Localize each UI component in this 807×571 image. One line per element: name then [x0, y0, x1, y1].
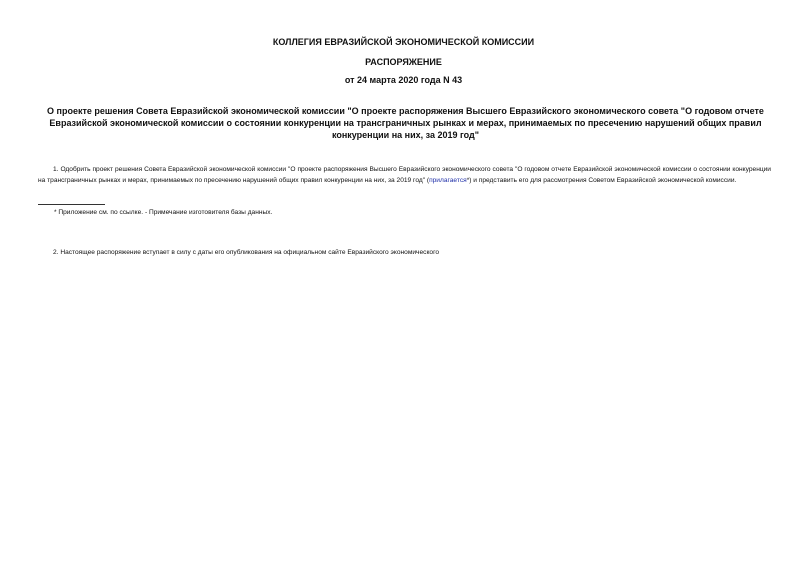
- paragraph-2: 2. Настоящее распоряжение вступает в силу с даты его опубликования на официальном сайте Евразийского экономического: [53, 249, 440, 256]
- paragraph-1-text-start: 1. Одобрить проект решения Совета Евразийской экономической комиссии "О проекте распоряжения Высшего Евразийского экономического совета "О годовом отчете Евразийской экономической комиссии о состоянии конкуренции на трансграничных рынках и мерах, принимаемых по пресечению нарушений общих правил конкуренции на них, за 2019 год" (: [38, 166, 771, 184]
- paragraph-1: [38, 165, 771, 186]
- footnote-text: * Приложение см. по ссылке. - Примечание изготовителя базы данных.: [54, 209, 273, 216]
- document-date-number: от 24 марта 2020 года N 43: [344, 75, 463, 85]
- organization-heading: КОЛЛЕГИЯ ЕВРАЗИЙСКОЙ ЭКОНОМИЧЕСКОЙ КОМИССИИ: [272, 37, 535, 47]
- paragraph-1-text-end: *) и представить его для рассмотрения Советом Евразийской экономической комиссии.: [466, 176, 737, 184]
- appendix-link[interactable]: прилагается: [429, 176, 467, 184]
- document-title: О проекте решения Совета Евразийской экономической комиссии "О проекте распоряжения Высшего Евразийского экономического совета "О годовом отчете Евразийской экономической комиссии о состоянии конкуренции на трансграничных рынках и мерах, принимаемых по пресечению нарушений общих правил конкуренции на них, за 2019 год": [47, 106, 764, 140]
- document-type: РАСПОРЯЖЕНИЕ: [365, 57, 442, 67]
- footnote-divider: [38, 204, 105, 205]
